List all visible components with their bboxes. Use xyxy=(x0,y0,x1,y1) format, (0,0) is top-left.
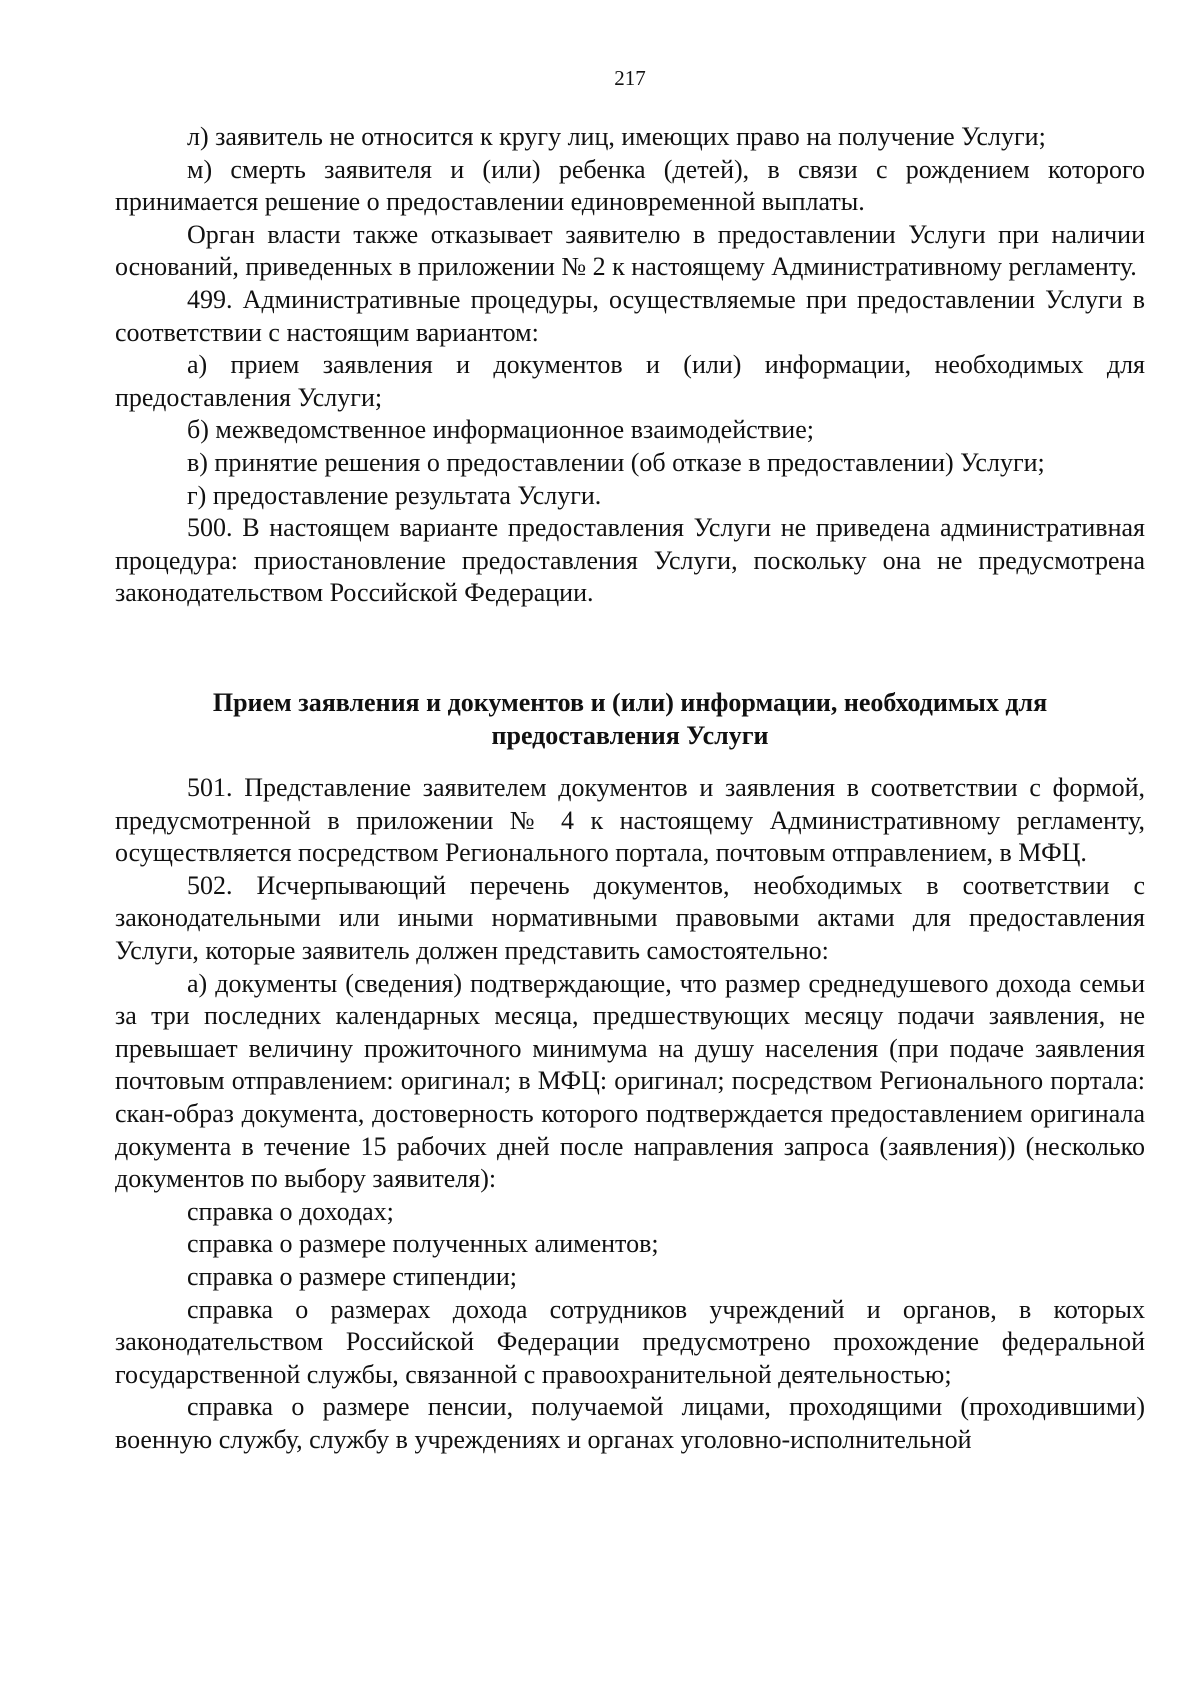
list-item-pension-certificate: справка о размере пенсии, получаемой лицами, проходящими (проходившими) военную службу, службу в учреждениях и органах уголовно-исполнительной xyxy=(115,1392,1145,1454)
top-text-block xyxy=(115,121,1145,610)
paragraph-procedure-g: г) предоставление результата Услуги. xyxy=(187,480,602,510)
list-item-income-certificate: справка о доходах; xyxy=(187,1196,394,1226)
paragraph-502-a: а) документы (сведения) подтверждающие, что размер среднедушевого дохода семьи за три последних календарных месяца, предшествующих месяцу подачи заявления, не превышает величину прожиточного минимума на душу населения (при подаче заявления почтовым отправлением: оригинал; в МФЦ: оригинал; посредством Регионального портала: скан-образ документа, достоверность которого подтверждается предоставлением оригинала документа в течение 15 рабочих дней после направления запроса (заявления)) (несколько документов по выбору заявителя): xyxy=(115,968,1145,1194)
section-heading-line2: предоставления Услуги xyxy=(491,721,769,750)
paragraph-item-l: л) заявитель не относится к кругу лиц, имеющих право на получение Услуги; xyxy=(187,122,1046,151)
paragraph-procedure-v: в) принятие решения о предоставлении (об отказе в предоставлении) Услуги; xyxy=(187,447,1045,477)
list-item-alimony-certificate: справка о размере полученных алиментов; xyxy=(187,1229,659,1259)
paragraph-499: 499. Административные процедуры, осуществляемые при предоставлении Услуги в соответствии с настоящим вариантом: xyxy=(115,284,1145,347)
list-item-law-enforcement-income: справка о размерах дохода сотрудников учреждений и органов, в которых законодательством Российской Федерации предусмотрено прохождение федеральной государственной службы, связанной с правоохранительной деятельностью; xyxy=(115,1294,1145,1389)
list-item-stipend-certificate: справка о размере стипендии; xyxy=(187,1261,517,1291)
section-heading-line1: Прием заявления и документов и (или) информации, необходимых для xyxy=(212,688,1048,717)
bottom-text-block xyxy=(115,772,1145,1456)
paragraph-502: 502. Исчерпывающий перечень документов, необходимых в соответствии с законодательными или иными нормативными правовыми актами для предоставления Услуги, которые заявитель должен представить самостоятельно: xyxy=(115,870,1145,965)
section-heading xyxy=(115,686,1145,752)
paragraph-501: 501. Представление заявителем документов и заявления в соответствии с формой, предусмотренной в приложении № 4 к настоящему Административному регламенту, осуществляется посредством Регионального портала, почтовым отправлением, в МФЦ. xyxy=(115,773,1145,868)
paragraph-item-m: м) смерть заявителя и (или) ребенка (детей), в связи с рождением которого принимается решение о предоставлении единовременной выплаты. xyxy=(115,154,1145,217)
page-number: 217 xyxy=(614,66,646,90)
paragraph-procedure-b: б) межведомственное информационное взаимодействие; xyxy=(187,415,814,445)
paragraph-procedure-a: а) прием заявления и документов и (или) информации, необходимых для предоставления Услуги; xyxy=(115,350,1145,412)
paragraph-500: 500. В настоящем варианте предоставления Услуги не приведена административная процедура: приостановление предоставления Услуги, поскольку она не предусмотрена законодательством Российской Федерации. xyxy=(115,513,1145,608)
paragraph-refusal-grounds: Орган власти также отказывает заявителю в предоставлении Услуги при наличии оснований, приведенных в приложении № 2 к настоящему Административному регламенту. xyxy=(115,219,1145,282)
